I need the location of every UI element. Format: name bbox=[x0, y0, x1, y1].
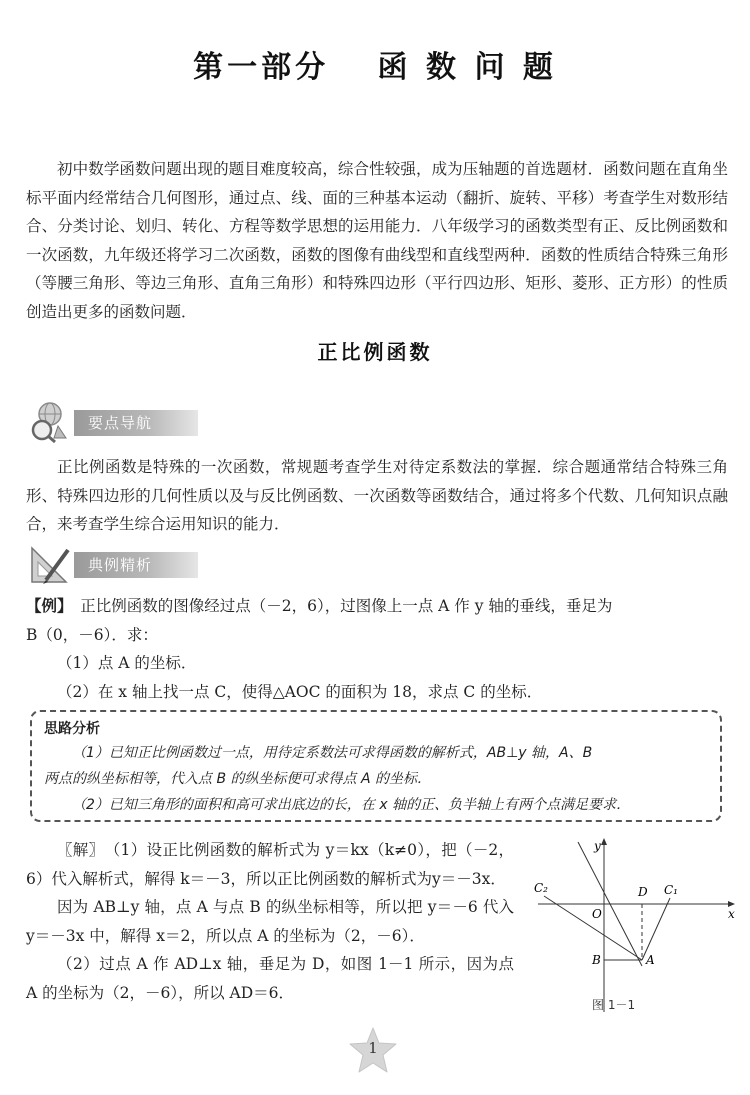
example-question-2: （2）在 x 轴上找一点 C，使得△AOC 的面积为 18，求点 C 的坐标． bbox=[57, 682, 543, 701]
solution-paragraph-3: （2）过点 A 作 AD⊥x 轴，垂足为 D，如图 1－1 所示，因为点 A 的坐标为（2，－6），所以 AD＝6． bbox=[26, 955, 514, 1002]
label-c2: C₂ bbox=[534, 881, 548, 895]
label-d: D bbox=[638, 885, 648, 899]
segment-ac2 bbox=[544, 896, 642, 960]
label-c1: C₁ bbox=[664, 883, 678, 897]
label-x: x bbox=[728, 907, 735, 921]
magnifier-globe-icon bbox=[28, 400, 72, 444]
example-question-1: （1）点 A 的坐标． bbox=[57, 654, 197, 672]
page-number-badge bbox=[347, 1025, 399, 1077]
example-stem-1: 正比例函数的图像经过点（－2，6），过图像上一点 A 作 y 轴的垂线，垂足为 bbox=[64, 597, 613, 615]
segment-ac1 bbox=[642, 898, 670, 960]
examples-label: 典例精析 bbox=[74, 552, 198, 578]
solution-paragraph-1: 〖解〗 （1）设正比例函数的解析式为 y＝kx（k≠0），把（－2，6）代入解析式，解得 k＝－3，所以正比例函数的解析式为y＝－3x． bbox=[26, 841, 514, 888]
example-problem bbox=[26, 592, 738, 706]
analysis-point-1a: （1）已知正比例函数过一点，用待定系数法可求得函数的解析式，AB⊥y 轴，A、B bbox=[72, 745, 593, 761]
analysis-point-1b: 两点的纵坐标相等，代入点 B 的纵坐标便可求得点 A 的坐标． bbox=[44, 771, 431, 787]
label-o: O bbox=[592, 907, 602, 921]
analysis-box bbox=[30, 710, 722, 822]
ruler-pencil-icon bbox=[28, 542, 72, 586]
figure-1-1 bbox=[530, 836, 740, 1016]
examples-banner bbox=[28, 542, 198, 586]
analysis-title: 思路分析 bbox=[44, 721, 100, 737]
key-points-banner bbox=[28, 400, 198, 444]
solution-paragraph-2: 因为 AB⊥y 轴，点 A 与点 B 的纵坐标相等，所以把 y＝－6 代入 y＝－3x 中，解得 x＝2，所以点 A 的坐标为（2，－6）． bbox=[26, 898, 514, 945]
example-stem-line-1 bbox=[26, 592, 738, 621]
example-stem-2: B（0，－6）．求： bbox=[26, 625, 158, 644]
key-points-text: 正比例函数是特殊的一次函数，常规题考查学生对待定系数法的掌握．综合题通常结合特殊三角形、特殊四边形的几何性质以及与反比例函数、一次函数等函数结合，通过将多个代数、几何知识点融合，来考查学生综合运用知识的能力． bbox=[26, 458, 728, 533]
key-points-label: 要点导航 bbox=[74, 410, 198, 436]
page-number: 1 bbox=[368, 1039, 378, 1057]
y-axis-arrow bbox=[601, 838, 607, 845]
section-title: 正比例函数 bbox=[317, 340, 433, 364]
part-title: 第一部分 函 数 问 题 bbox=[193, 50, 557, 85]
solution bbox=[26, 836, 514, 1007]
label-a: A bbox=[646, 953, 655, 967]
figure-caption: 图 1－1 bbox=[592, 998, 636, 1012]
label-b: B bbox=[592, 953, 601, 967]
analysis-point-2: （2）已知三角形的面积和高可求出底边的长，在 x 轴的正、负半轴上有两个点满足要求． bbox=[72, 797, 631, 813]
label-y: y bbox=[594, 839, 601, 853]
example-tag: 【例】 bbox=[26, 596, 65, 615]
intro-paragraph: 初中数学函数问题出现的题目难度较高，综合性较强，成为压轴题的首选题材．函数问题在直角坐标平面内经常结合几何图形，通过点、线、面的三种基本运动（翻折、旋转、平移）考查学生对数形结合、分类讨论、划归、转化、方程等数学思想的运用能力．八年级学习的函数类型有正、反比例函数和一次函数，九年级还将学习二次函数，函数的图像有曲线型和直线型两种．函数的性质结合特殊三角形（等腰三角形、等边三角形、直角三角形）和特殊四边形（平行四边形、矩形、菱形、正方形）的性质创造出更多的函数问题． bbox=[26, 160, 728, 321]
